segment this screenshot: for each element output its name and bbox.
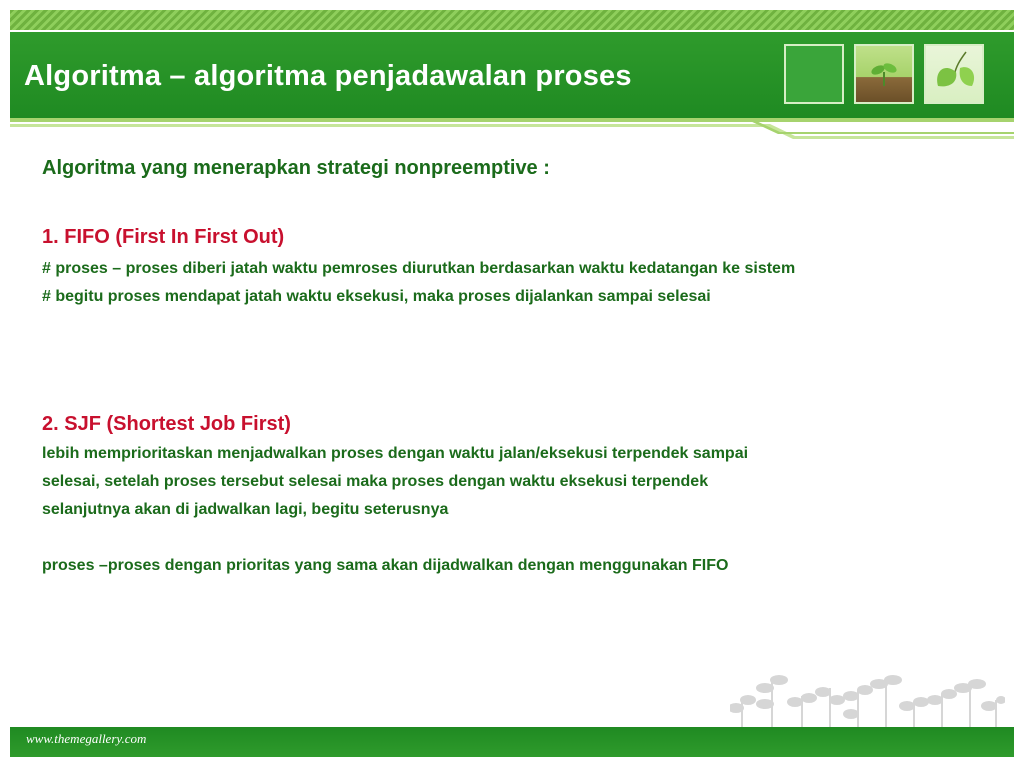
header-underline (10, 118, 1014, 140)
footer-bar (10, 727, 1014, 757)
slide-content (42, 157, 1002, 580)
top-decorative-stripe (10, 10, 1014, 30)
sjf-line-1: lebih memprioritaskan menjadwalkan proses dengan waktu jalan/eksekusi terpendek sampai (42, 445, 749, 462)
section-heading-sjf: 2. SJF (Shortest Job First) (42, 413, 291, 435)
fifo-line-2: # begitu proses mendapat jatah waktu eksekusi, maka proses dijalankan sampai selesai (42, 288, 711, 305)
leaf-thumbnail (924, 44, 984, 104)
section-heading-fifo: 1. FIFO (First In First Out) (42, 226, 285, 248)
sprout-thumbnail (854, 44, 914, 104)
leaf-icon (926, 46, 982, 102)
empty-thumbnail (784, 44, 844, 104)
intro-text: Algoritma yang menerapkan strategi nonpreemptive : (42, 157, 550, 179)
sjf-line-3: selanjutnya akan di jadwalkan lagi, begitu seterusnya (42, 501, 449, 518)
sjf-note: proses –proses dengan prioritas yang sama akan dijadwalkan dengan menggunakan FIFO (42, 557, 729, 574)
footer-url: www.themegallery.com (26, 731, 147, 746)
sprout-icon (856, 46, 912, 102)
header-thumbnails (784, 44, 984, 104)
sjf-line-2: selesai, setelah proses tersebut selesai maka proses dengan waktu eksekusi terpendek (42, 473, 709, 490)
slide-title: Algoritma – algoritma penjadawalan proses (24, 60, 632, 92)
fifo-line-1: # proses – proses diberi jatah waktu pemroses diurutkan berdasarkan waktu kedatangan ke sistem (42, 260, 796, 277)
title-bar (10, 32, 1014, 118)
